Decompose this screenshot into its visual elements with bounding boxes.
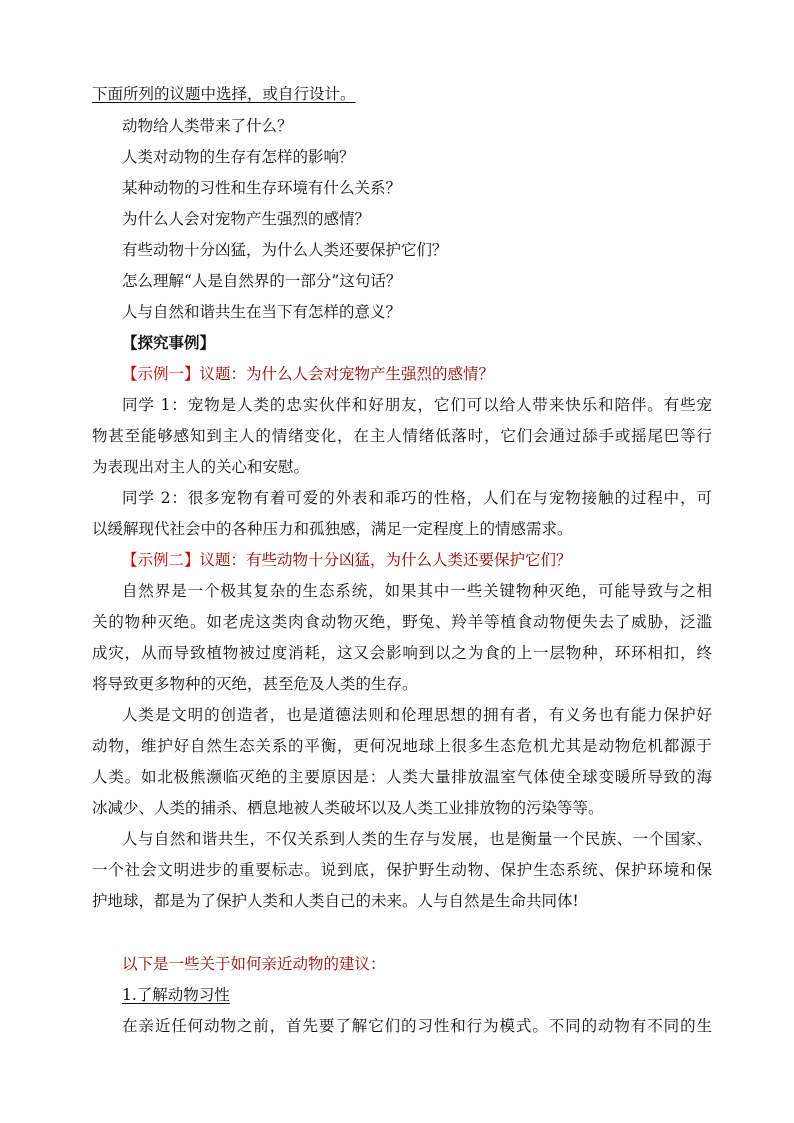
question-item: 怎么理解“人是自然界的一部分”这句话？: [122, 272, 402, 290]
example2-para2-line: 人类。如北极熊濒临灭绝的主要原因是：人类大量排放温室气体使全球变暖所导致的海: [92, 768, 712, 786]
example2-para1-line: 将导致更多物种的灭绝，甚至危及人类的生存。: [92, 675, 418, 693]
example1-student2-line: 同学 2：很多宠物有着可爱的外表和乖巧的性格，人们在与宠物接触的过程中，可: [122, 489, 712, 507]
question-item: 为什么人会对宠物产生强烈的感情？: [122, 210, 371, 228]
example2-para1-line: 自然界是一个极其复杂的生态系统，如果其中一些关键物种灭绝，可能导致与之相: [122, 582, 712, 600]
example2-topic: 议题：有些动物十分凶猛，为什么人类还要保护它们？: [199, 551, 572, 569]
example1-student1-line: 同学 1：宠物是人类的忠实伙伴和好朋友，它们可以给人带来快乐和陪伴。有些宠: [122, 396, 712, 414]
example2-para2-line: 人类是文明的创造者，也是道德法则和伦理思想的拥有者，有义务也有能力保护好: [122, 706, 712, 724]
question-item: 人与自然和谐共生在当下有怎样的意义？: [122, 303, 402, 321]
section-title: 【探究事例】: [122, 333, 216, 352]
example2-para3-line: 人与自然和谐共生，不仅关系到人类的生存与发展，也是衡量一个民族、一个国家、: [122, 830, 712, 848]
example1-topic: 议题：为什么人会对宠物产生强烈的感情？: [199, 365, 495, 383]
example2-para3-line: 护地球，都是为了保护人类和人类自己的未来。人与自然是生命共同体!: [92, 892, 579, 910]
example2-tag: 【示例二】: [122, 551, 200, 569]
example1-heading: [122, 364, 494, 384]
suggestion-item-title: 1.了解动物习性: [122, 986, 230, 1004]
example1-student1-line: 为表现出对主人的关心和安慰。: [92, 458, 310, 476]
example1-student1-line: 物甚至能够感知到主人的情绪变化，在主人情绪低落时，它们会通过舔手或摇尾巴等行: [92, 427, 712, 445]
example2-para3-line: 一个社会文明进步的重要标志。说到底，保护野生动物、保护生态系统、保护环境和保: [92, 861, 712, 879]
example2-para1-line: 关的物种灭绝。如老虎这类肉食动物灭绝，野兔、羚羊等植食动物便失去了威胁，泛滥: [92, 613, 712, 631]
question-item: 动物给人类带来了什么？: [122, 117, 293, 135]
example2-para2-line: 动物，维护好自然生态关系的平衡，更何况地球上很多生态危机尤其是动物危机都源于: [92, 737, 712, 755]
suggestion-item-text: 在亲近任何动物之前，首先要了解它们的习性和行为模式。不同的动物有不同的生: [122, 1017, 712, 1035]
question-item: 人类对动物的生存有怎样的影响？: [122, 148, 355, 166]
question-item: 某种动物的习性和生存环境有什么关系？: [122, 179, 402, 197]
question-item: 有些动物十分凶猛，为什么人类还要保护它们？: [122, 241, 448, 259]
example1-student2-line: 以缓解现代社会中的各种压力和孤独感，满足一定程度上的情感需求。: [92, 520, 573, 538]
example1-tag: 【示例一】: [122, 365, 200, 383]
example2-heading: [122, 550, 572, 570]
intro-line: 下面所列的议题中选择，或自行设计。: [92, 85, 356, 103]
example2-para1-line: 成灾，从而导致植物被过度消耗，这又会影响到以之为食的上一层物种，环环相扣，终: [92, 644, 712, 662]
suggestions-intro: 以下是一些关于如何亲近动物的建议：: [122, 955, 386, 973]
example2-para2-line: 冰减少、人类的捕杀、栖息地被人类破坏以及人类工业排放物的污染等等。: [92, 799, 604, 817]
